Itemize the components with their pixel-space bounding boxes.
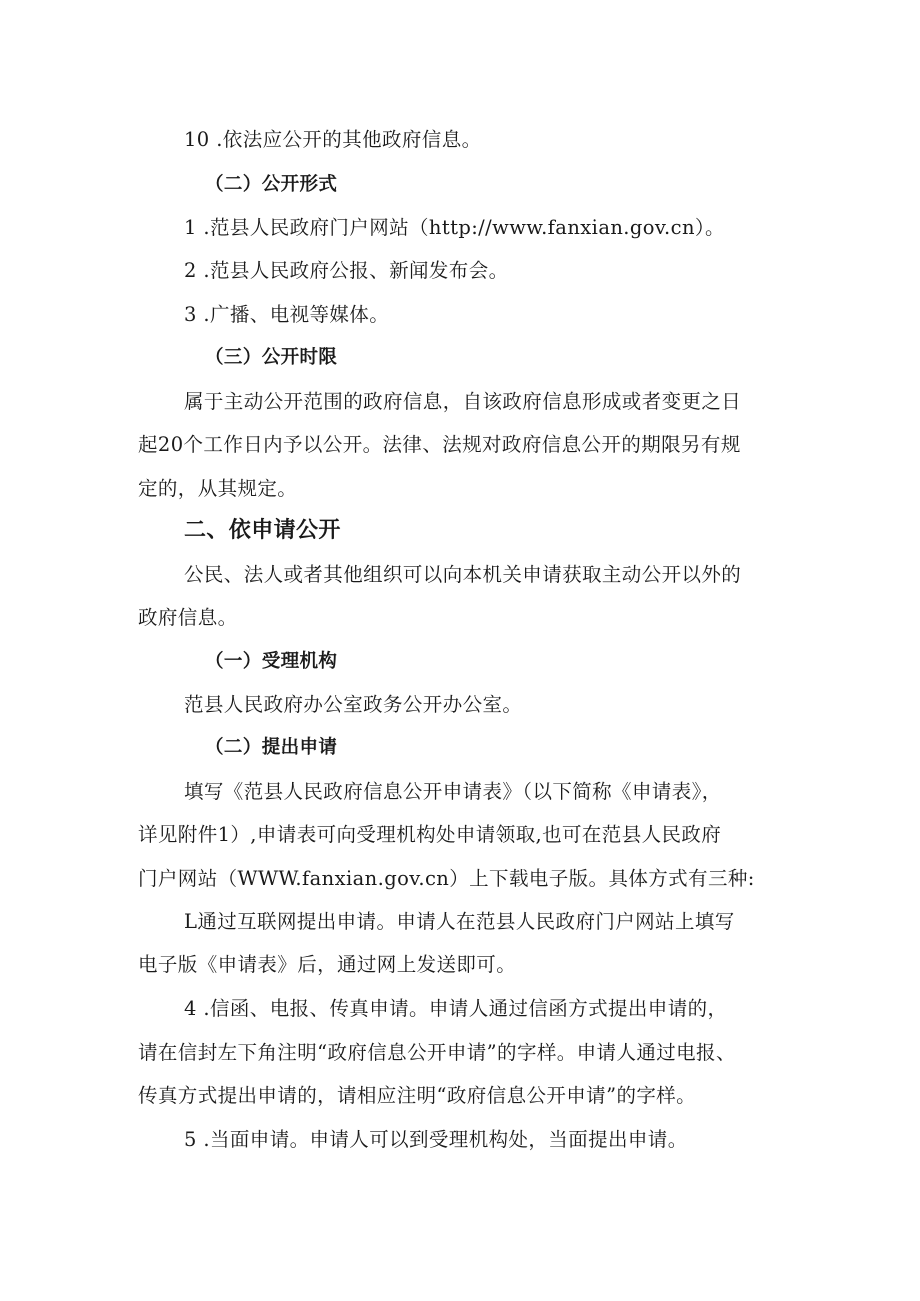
- paragraph-time-limit-line3: 定的，从其规定。: [138, 477, 298, 500]
- subheading-submit-request: （二）提出申请: [205, 737, 338, 758]
- subheading-public-form: （二）公开形式: [205, 174, 338, 195]
- paragraph-request-line2: 政府信息。: [138, 606, 238, 629]
- paragraph-letter-line3: 传真方式提出申请的，请相应注明“政府信息公开申请”的字样。: [138, 1084, 697, 1107]
- subheading-receiving-agency: （一）受理机构: [205, 651, 338, 672]
- paragraph-submit-line1: 填写《范县人民政府信息公开申请表》（以下简称《申请表》，: [184, 780, 722, 803]
- list-item-3-media: 3 .广播、电视等媒体。: [184, 303, 390, 326]
- paragraph-letter-line2: 请在信封左下角注明“政府信息公开申请”的字样。申请人通过电报、: [138, 1041, 736, 1064]
- paragraph-time-limit-line1: 属于主动公开范围的政府信息，自该政府信息形成或者变更之日: [184, 390, 742, 413]
- paragraph-internet-line1: L通过互联网提出申请。申请人在范县人民政府门户网站上填写: [184, 910, 735, 933]
- list-item-1-website: 1 .范县人民政府门户网站（http://www.fanxian.gov.cn）。: [184, 216, 725, 239]
- section-heading-on-request: 二、依申请公开: [184, 518, 341, 543]
- paragraph-letter-line1: 4 .信函、电报、传真申请。申请人通过信函方式提出申请的，: [184, 997, 728, 1020]
- subheading-time-limit: （三）公开时限: [205, 347, 338, 368]
- paragraph-agency: 范县人民政府办公室政务公开办公室。: [184, 693, 523, 716]
- list-item-2-gazette: 2 .范县人民政府公报、新闻发布会。: [184, 259, 509, 282]
- paragraph-submit-line3: 门户网站（WWW.fanxian.gov.cn）上下载电子版。具体方式有三种:: [138, 867, 755, 890]
- paragraph-submit-line2: 详见附件1）,申请表可向受理机构处申请领取,也可在范县人民政府: [138, 823, 722, 846]
- paragraph-in-person: 5 .当面申请。申请人可以到受理机构处，当面提出申请。: [184, 1128, 688, 1151]
- paragraph-time-limit-line2: 起20个工作日内予以公开。法律、法规对政府信息公开的期限另有规: [138, 433, 741, 456]
- paragraph-request-line1: 公民、法人或者其他组织可以向本机关申请获取主动公开以外的: [184, 563, 742, 586]
- list-item-10: 10 .依法应公开的其他政府信息。: [184, 128, 482, 151]
- paragraph-internet-line2: 电子版《申请表》后，通过网上发送即可。: [138, 953, 517, 976]
